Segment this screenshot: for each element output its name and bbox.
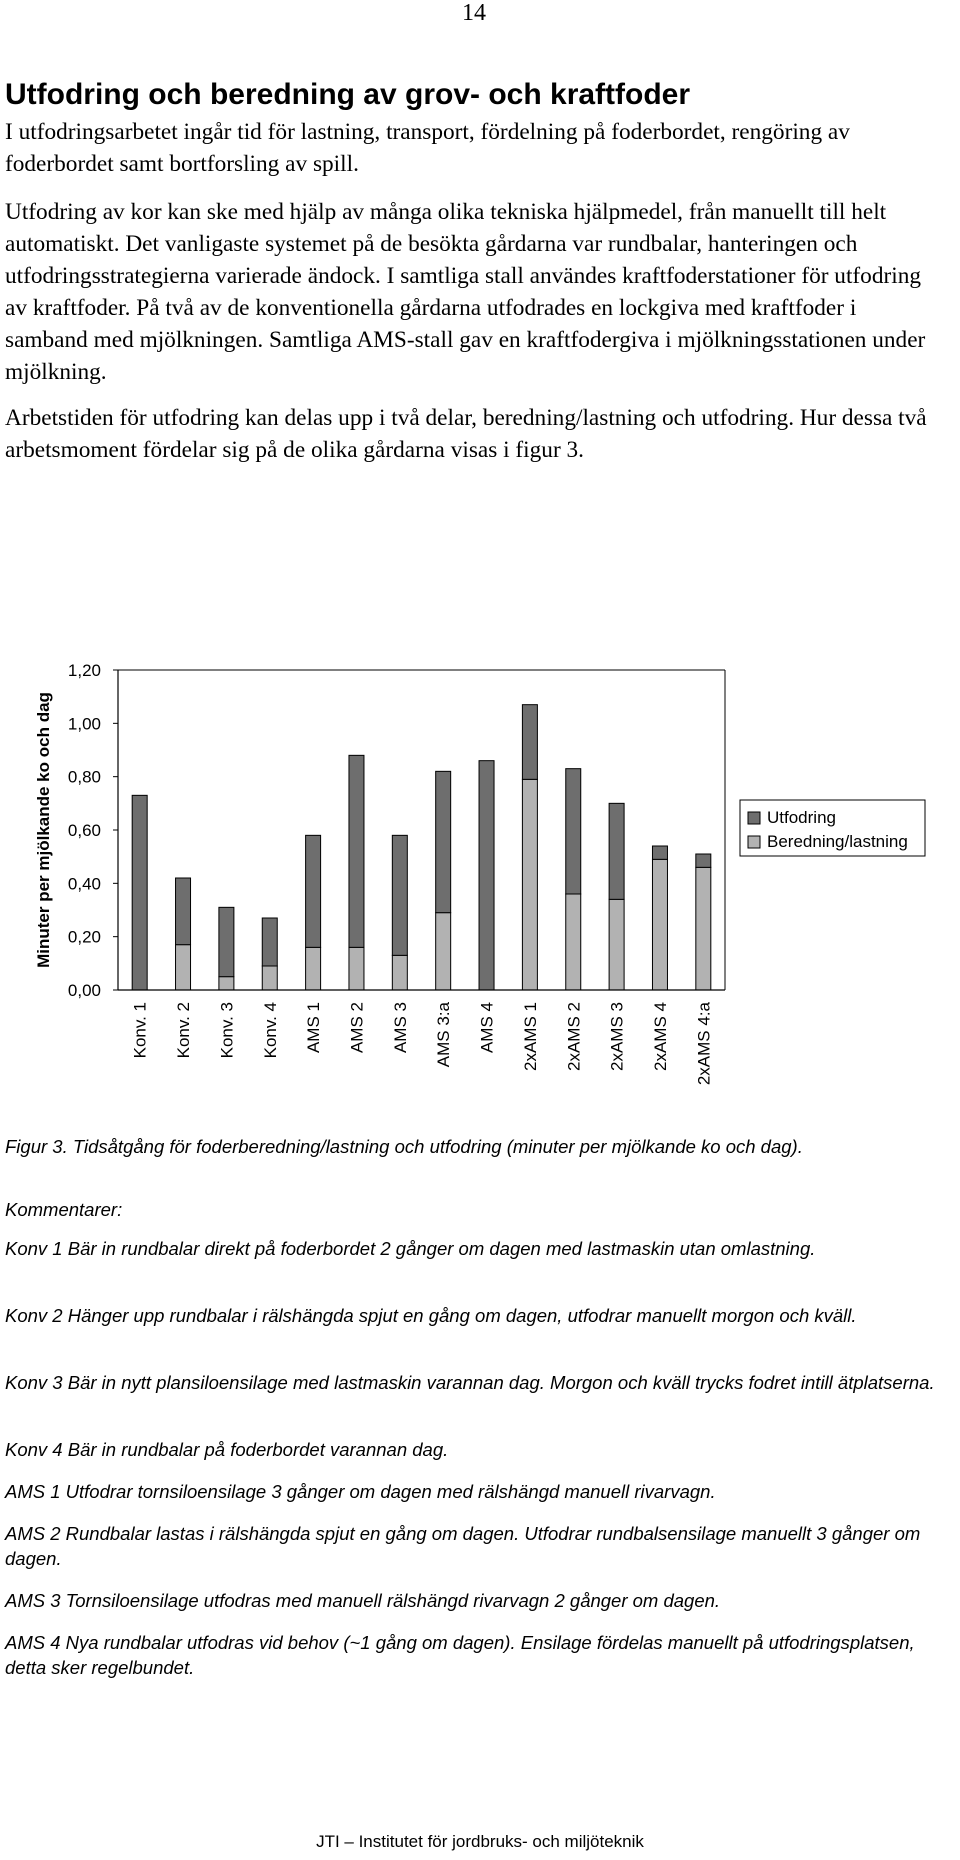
bar-segment [436, 771, 451, 912]
bar-segment [609, 899, 624, 990]
page-number: 14 [462, 0, 486, 26]
bar-segment [262, 966, 277, 990]
x-category-label: AMS 1 [304, 1002, 324, 1054]
bar-segment [696, 867, 711, 990]
x-category-label: AMS 2 [347, 1002, 367, 1054]
bar-segment [392, 835, 407, 955]
y-axis-title: Minuter per mjölkande ko och dag [34, 692, 53, 968]
y-tick-label: 1,20 [67, 661, 101, 680]
chart-svg [20, 640, 940, 1120]
bar-segment [522, 779, 537, 990]
x-category-label: 2xAMS 4 [650, 1002, 670, 1071]
x-category-label: 2xAMS 2 [564, 1002, 584, 1071]
bar-segment [566, 769, 581, 894]
y-tick-label: 0,40 [67, 874, 101, 894]
comment-konv-1: Konv 1 Bär in rundbalar direkt på foderbordet 2 gånger om dagen med lastmaskin utan omlastning. [5, 1238, 816, 1259]
y-tick-label: 0,20 [67, 927, 101, 947]
bar-segment [176, 878, 191, 945]
x-category-label: Konv. 1 [130, 1002, 150, 1059]
figure-caption: Figur 3. Tidsåtgång för foderberedning/lastning och utfodring (minuter per mjölkande ko och dag). [5, 1136, 803, 1157]
x-category-label: 2xAMS 1 [520, 1002, 540, 1071]
x-category-label: Konv. 2 [174, 1002, 194, 1059]
paragraph-worktime: Arbetstiden för utfodring kan delas upp i två delar, beredning/lastning och utfodring. Hur dessa två arbetsmoment fördelar sig på de olika gårdarna visas i figur 3. [5, 405, 927, 463]
bar-segment [349, 755, 364, 947]
bar-segment [306, 835, 321, 947]
paragraph-intro: I utfodringsarbetet ingår tid för lastning, transport, fördelning på foderbordet, rengöring av foderbordet samt bortforsling av spill. [5, 119, 850, 177]
page-footer: JTI – Institutet för jordbruks- och miljöteknik [316, 1832, 644, 1851]
comment-konv-2: Konv 2 Hänger upp rundbalar i rälshängda spjut en gång om dagen, utfodrar manuellt morgon och kväll. [5, 1305, 857, 1326]
legend-label: Utfodring [767, 808, 836, 827]
bar-segment [219, 907, 234, 976]
x-category-label: 2xAMS 3 [607, 1002, 627, 1071]
x-category-label: Konv. 4 [260, 1002, 280, 1059]
bar-segment [262, 918, 277, 966]
y-tick-label: 0,00 [67, 981, 101, 1000]
y-tick-label: 1,00 [67, 714, 101, 734]
comment-ams-3: AMS 3 Tornsiloensilage utfodras med manuell rälshängd rivarvagn 2 gånger om dagen. [5, 1590, 721, 1611]
bar-segment [652, 859, 667, 990]
bar-segment [479, 761, 494, 990]
comment-ams-4: AMS 4 Nya rundbalar utfodras vid behov (~1 gång om dagen). Ensilage fördelas manuellt på utfodringsplatsen, detta sker regelbundet. [5, 1632, 915, 1678]
comment-ams-2: AMS 2 Rundbalar lastas i rälshängda spjut en gång om dagen. Utfodrar rundbalsensilage manuellt 3 gånger om dagen. [5, 1523, 921, 1569]
x-category-label: Konv. 3 [217, 1002, 237, 1059]
x-category-label: AMS 4 [477, 1002, 497, 1054]
bar-segment [566, 894, 581, 990]
bar-segment [696, 854, 711, 867]
bar-segment [609, 803, 624, 899]
bar-segment [306, 947, 321, 990]
bar-segment [219, 977, 234, 990]
bar-segment [132, 795, 147, 990]
bar-segment [349, 947, 364, 990]
section-title: Utfodring och beredning av grov- och kraftfoder [5, 78, 691, 111]
y-tick-label: 0,60 [67, 821, 101, 840]
legend-swatch [748, 836, 760, 848]
bar-segment [652, 846, 667, 859]
comments-heading: Kommentarer: [5, 1199, 123, 1220]
comment-konv-4: Konv 4 Bär in rundbalar på foderbordet varannan dag. [5, 1439, 449, 1460]
bar-segment [176, 945, 191, 990]
legend-swatch [748, 812, 760, 824]
bar-segment [436, 913, 451, 990]
x-category-label: 2xAMS 4:a [694, 1002, 714, 1086]
stacked-bar-chart [20, 640, 940, 1120]
x-category-label: AMS 3:a [434, 1002, 454, 1068]
legend-label: Beredning/lastning [767, 832, 908, 851]
y-tick-label: 0,80 [67, 767, 101, 787]
bar-segment [392, 955, 407, 990]
bar-segment [522, 705, 537, 780]
comment-ams-1: AMS 1 Utfodrar tornsiloensilage 3 gånger om dagen med rälshängd manuell rivarvagn. [5, 1481, 716, 1502]
x-category-label: AMS 3 [390, 1002, 410, 1054]
comment-konv-3: Konv 3 Bär in nytt plansiloensilage med lastmaskin varannan dag. Morgon och kväll trycks fodret intill ätplatserna. [5, 1372, 935, 1393]
paragraph-methods: Utfodring av kor kan ske med hjälp av många olika tekniska hjälpmedel, från manuellt till helt automatiskt. Det vanligaste systemet på de besökta gårdarna var rundbalar, hanteringen och utfodringsstrategierna varierade ändock. I samtliga stall användes kraftfoderstationer för utfodring av kraftfoder. På två av de konventionella gårdarna utfodrades en lockgiva med kraftfoder i samband med mjölkningen. Samtliga AMS-stall gav en kraftfodergiva i mjölkningsstationen under mjölkning. [5, 199, 926, 385]
